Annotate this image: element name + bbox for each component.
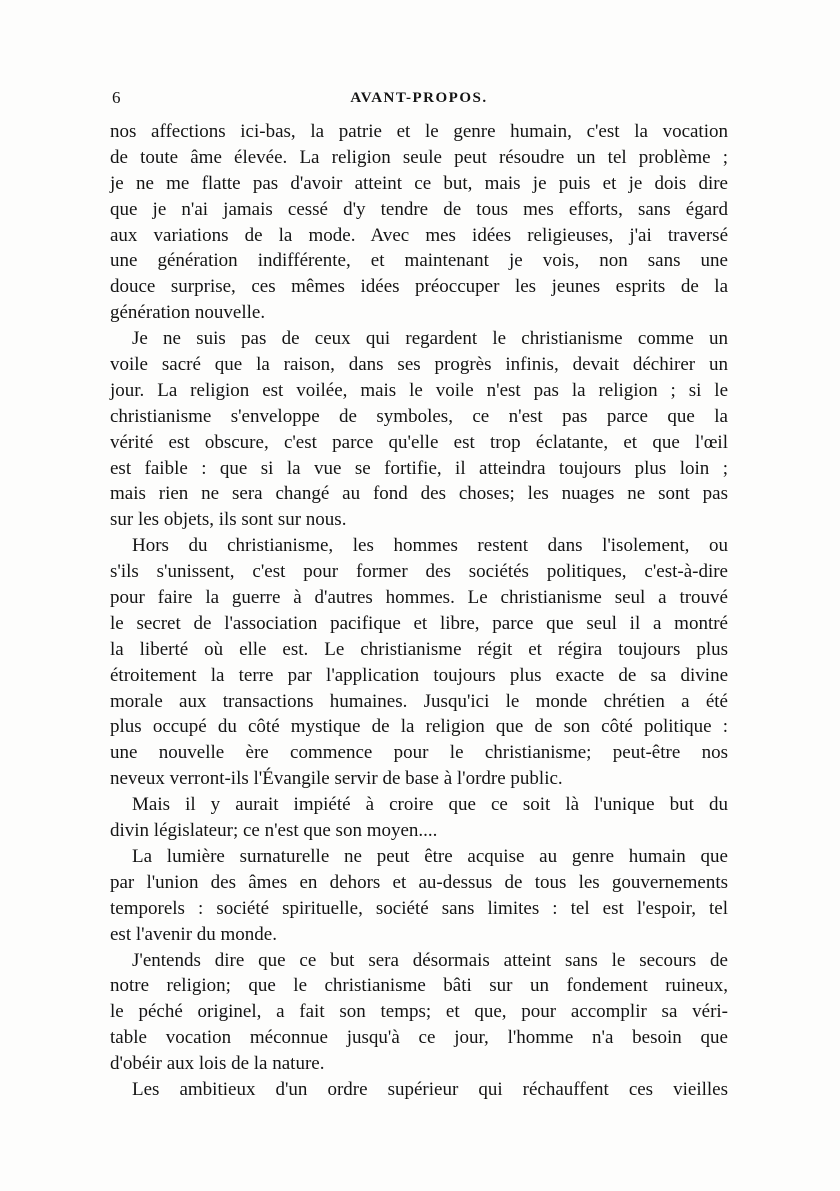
- text-line: vérité est obscure, c'est parce qu'elle est trop éclatante, et que l'œil: [110, 431, 728, 453]
- text-line: Je ne suis pas de ceux qui regardent le christianisme comme un: [132, 328, 728, 350]
- text-line: est faible : que si la vue se fortifie, il atteindra toujours plus loin ;: [110, 457, 728, 479]
- paragraph: [110, 533, 728, 792]
- text-line: mais rien ne sera changé au fond des choses; les nuages ne sont pas: [110, 483, 728, 505]
- text-line: pour faire la guerre à d'autres hommes. Le christianisme seul a trouvé: [110, 587, 728, 609]
- text-line: étroitement la terre par l'application toujours plus exacte de sa divine: [110, 664, 728, 686]
- text-line: par l'union des âmes en dehors et au-dessus de tous les gouvernements: [110, 871, 728, 893]
- text-line: douce surprise, ces mêmes idées préoccuper les jeunes esprits de la: [110, 276, 728, 298]
- text-line: morale aux transactions humaines. Jusqu'ici le monde chrétien a été: [110, 690, 728, 712]
- text-line: plus occupé du côté mystique de la religion que de son côté politique :: [110, 716, 728, 738]
- paragraph: [110, 326, 728, 533]
- text-line: que je n'ai jamais cessé d'y tendre de tous mes efforts, sans égard: [110, 198, 728, 220]
- text-line: voile sacré que la raison, dans ses progrès infinis, devait déchirer un: [110, 354, 728, 376]
- text-line: J'entends dire que ce but sera désormais atteint sans le secours de: [132, 949, 728, 971]
- text-line: une génération indifférente, et maintenant je vois, non sans une: [110, 250, 728, 272]
- paragraph: [110, 948, 728, 1077]
- paragraph: [110, 844, 728, 948]
- text-line: christianisme s'enveloppe de symboles, ce n'est pas parce que la: [110, 405, 728, 427]
- text-line: notre religion; que le christianisme bâti sur un fondement ruineux,: [110, 975, 728, 997]
- text-line: le péché originel, a fait son temps; et que, pour accomplir sa véri-: [110, 1001, 728, 1023]
- text-line: le secret de l'association pacifique et libre, parce que seul il a montré: [110, 612, 728, 634]
- text-line: jour. La religion est voilée, mais le voile n'est pas la religion ; si le: [110, 379, 728, 401]
- text-line: d'obéir aux lois de la nature.: [110, 1053, 325, 1075]
- text-line: Hors du christianisme, les hommes restent dans l'isolement, ou: [132, 535, 728, 557]
- text-line: je ne me flatte pas d'avoir atteint ce but, mais je puis et je dois dire: [110, 172, 728, 194]
- text-line: sur les objets, ils sont sur nous.: [110, 509, 347, 531]
- text-line: neveux verront-ils l'Évangile servir de base à l'ordre public.: [110, 768, 563, 790]
- text-line: génération nouvelle.: [110, 302, 266, 324]
- text-line: s'ils s'unissent, c'est pour former des sociétés politiques, c'est-à-dire: [110, 561, 728, 583]
- page-body: [110, 119, 728, 1103]
- text-line: temporels : société spirituelle, société sans limites : tel est l'espoir, tel: [110, 897, 728, 919]
- running-title: AVANT-PROPOS.: [350, 90, 488, 106]
- text-line: nos affections ici-bas, la patrie et le genre humain, c'est la vocation: [110, 121, 728, 142]
- text-line: de toute âme élevée. La religion seule peut résoudre un tel problème ;: [110, 146, 728, 168]
- text-line: aux variations de la mode. Avec mes idées religieuses, j'ai traversé: [110, 224, 728, 246]
- running-header: [110, 88, 728, 112]
- text-line: une nouvelle ère commence pour le christianisme; peut-être nos: [110, 742, 728, 764]
- paragraph: [110, 119, 728, 326]
- text-line: Les ambitieux d'un ordre supérieur qui réchauffent ces vieilles: [132, 1078, 728, 1100]
- paragraph: [110, 792, 728, 844]
- text-line: divin législateur; ce n'est que son moyen....: [110, 820, 438, 842]
- page-number: 6: [112, 88, 121, 107]
- paragraph: [110, 1077, 728, 1103]
- text-line: la liberté où elle est. Le christianisme régit et régira toujours plus: [110, 638, 728, 660]
- text-line: La lumière surnaturelle ne peut être acquise au genre humain que: [132, 845, 728, 867]
- text-line: table vocation méconnue jusqu'à ce jour, l'homme n'a besoin que: [110, 1027, 728, 1049]
- text-line: est l'avenir du monde.: [110, 923, 277, 945]
- text-line: Mais il y aurait impiété à croire que ce soit là l'unique but du: [132, 794, 728, 816]
